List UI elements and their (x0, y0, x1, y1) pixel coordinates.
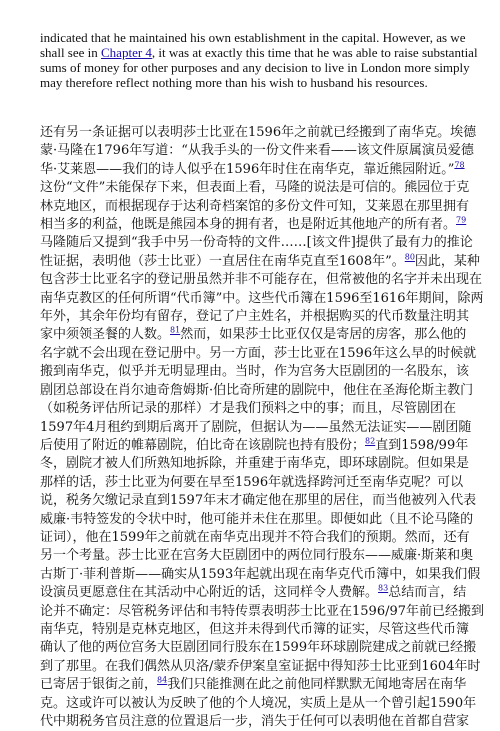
footnote-ref (157, 676, 167, 685)
chinese-line (40, 308, 470, 326)
footnote-ref (456, 216, 466, 225)
chinese-line-text: 设演员更愿意住在其活动中心附近的话，这同样令人费解。 (40, 585, 379, 601)
chinese-line-text: 家中须领圣餐的人数。 (40, 327, 171, 343)
chinese-line (40, 675, 467, 694)
chinese-line (40, 639, 477, 657)
chinese-line (40, 271, 483, 289)
footnote-link[interactable]: 78 (454, 160, 465, 170)
chinese-line-text: 古斯丁·菲利普斯——确实从1593年起就出现在南华克代币簿中，如果我们假 (40, 566, 481, 582)
footnote-link[interactable]: 81 (170, 326, 181, 336)
chinese-line-tail: 然而，如果莎士比亚仅仅是寄居的房客，那么他的 (180, 327, 467, 343)
chinese-line-text: 威廉·韦特签发的令状中时，他可能并未住在那里。即便如此（且不论马隆的 (40, 511, 474, 527)
chinese-line (40, 474, 464, 492)
footnote-link[interactable]: 79 (456, 215, 467, 225)
chinese-line (40, 252, 480, 271)
chinese-line-text: 代中期税务官员注意的位置退后一步，消失于任何可以表明他在首都自营家 (40, 714, 470, 729)
chinese-paragraph (40, 124, 485, 731)
chinese-line-text: 冬，剧院才被人们所熟知地拆除，并重建于南华克，即环球剧院。但如果是 (40, 456, 470, 472)
footnote-link[interactable]: 84 (157, 675, 168, 685)
english-text-before-link: indicated that he maintained his own establishment in the capital. However, as we shall see in (40, 30, 466, 60)
chinese-line (40, 566, 481, 584)
chinese-line-text: 马隆随后又提到“我手中另一份奇特的文件……[该文件]提供了最有力的推论 (40, 235, 473, 251)
chinese-line (40, 363, 470, 381)
chinese-line (40, 455, 470, 473)
chinese-line (40, 124, 477, 142)
chinese-line-text: 华·艾莱恩——我们的诗人似乎在1596年时住在南华克，靠近熊园附近。” (40, 161, 455, 177)
chinese-line (40, 142, 474, 160)
chinese-line-text: 包含莎士比亚名字的登记册虽然并非不可能存在，但常被他的名字并未出现在 (40, 272, 483, 288)
chinese-line-text: 年外，其余年份均有留存，登记了户主姓名，并根据购买的代币数量注明其 (40, 309, 470, 325)
chinese-line-text: 搬到南华克，似乎并无明显理由。当时，作为宫务大臣剧团的一名股东，该 (40, 364, 470, 380)
chinese-line-text: 已寄居于银街之前， (40, 677, 158, 693)
english-text-after-link: , it was at exactly this time that he was able to raise substantial sums of money for other purposes and any decision to live in London more simply may therefore reflect nothing more than his wish to husband his resources. (40, 45, 478, 90)
chinese-line-text: 证词），他在1599年之前就在南华克出现并不符合我们的预期。然而，还有 (40, 529, 470, 545)
chinese-line-text: 相当多的利益，他既是熊园本身的拥有者，也是附近其他地产的所有者。 (40, 217, 457, 233)
chinese-line (40, 400, 460, 418)
chinese-line (40, 382, 474, 400)
footnote-ref (405, 253, 415, 262)
chinese-line-text: 那样的话，莎士比亚为何要在早至1596年就选择跨河迁至南华克呢？可以 (40, 474, 464, 490)
chinese-line-text: 还有另一条证据可以表明莎士比亚在1596年之前就已经搬到了南华克。埃德 (40, 125, 477, 140)
chinese-line-text: 说，税务欠缴记录直到1597年末才确定他在那里的居住，而当他被列入代表 (40, 493, 477, 509)
chinese-line-text: 到了那里。在我们偶然从贝洛/蒙乔伊案皇室证据中得知莎士比亚到1604年时 (40, 658, 481, 674)
chinese-line (40, 621, 470, 639)
chinese-line-text: 后使用了附近的帷幕剧院，伯比奇在该剧院也持有股份； (40, 437, 366, 453)
chinese-line-text: 克。这或许可以被认为反映了他的个人境况，实质上是从一个曾引起1590年 (40, 695, 477, 711)
chinese-line (40, 492, 477, 510)
chinese-line (40, 419, 472, 437)
chinese-line-text: 蒙·马隆在1796年写道：“从我手头的一份文件来看——该文件原属演员爱德 (40, 143, 474, 159)
chinese-line-tail: 因此，某种 (414, 253, 480, 269)
chinese-line (40, 345, 477, 363)
footnote-link[interactable]: 80 (404, 252, 415, 262)
chinese-line-text: 另一个考量。莎士比亚在宫务大臣剧团中的两位同行股东——威廉·斯莱和奥 (40, 548, 474, 564)
chinese-line (40, 603, 485, 621)
chinese-line-tail: 总结而言，结 (388, 585, 467, 601)
footnote-ref (454, 160, 464, 169)
chinese-line-text: 南华克教区的任何所谓“代币簿”中。这些代币簿在1596至1616年期间，除两 (40, 290, 484, 306)
chinese-line-tail: 直到1598/99年 (375, 437, 469, 453)
chinese-line (40, 198, 470, 216)
chinese-line-text: 名字就不会出现在登记册中。另一方面，莎士比亚在1596年这么早的时候就 (40, 345, 477, 361)
chinese-line (40, 436, 469, 455)
footnote-ref (170, 326, 180, 335)
chinese-line-tail: 我们只能推测在此之前他同样默默无闻地寄居在南华 (167, 677, 467, 693)
chinese-line (40, 583, 467, 602)
chapter-4-link[interactable]: Chapter 4 (101, 45, 152, 60)
chinese-line-text: 这份“文件”未能保存下来，但表面上看，马隆的说法是可信的。熊园位于克 (40, 180, 470, 196)
chinese-line (40, 215, 467, 234)
chinese-line (40, 160, 465, 179)
chinese-line (40, 547, 474, 565)
chinese-line-text: 确认了他的两位宫务大臣剧团同行股东在1599年环球剧院建成之前就已经搬 (40, 640, 477, 656)
chinese-line (40, 326, 467, 344)
chinese-line-text: （如税务评估所记录的那样）才是我们预料之中的事；而且，尽管剧团在 (40, 401, 457, 417)
chinese-line (40, 179, 470, 197)
chinese-line-text: 1597年4月租约到期后离开了剧院，但据认为——虽然无法证实——剧团随 (40, 419, 472, 435)
footnote-ref (378, 584, 388, 593)
footnote-link[interactable]: 83 (378, 583, 389, 593)
chinese-line (40, 695, 477, 713)
english-paragraph (40, 30, 480, 90)
chinese-line-text: 论并不确定：尽管税务评估和韦特传票表明莎士比亚在1596/97年前已经搬到 (40, 603, 485, 619)
chinese-line (40, 511, 474, 529)
footnote-ref (365, 437, 375, 446)
chinese-line (40, 529, 470, 547)
chinese-line (40, 234, 473, 252)
chinese-line-text: 林克地区，而根据现存于达利奇档案馆的多份文件可知，艾莱恩在那里拥有 (40, 198, 470, 214)
chinese-line-text: 剧团总部设在肖尔迪奇詹姆斯·伯比奇所建的剧院中，他住在圣海伦斯主教门 (40, 382, 474, 398)
chinese-line-text: 性证据，表明他（莎士比亚）一直居住在南华克直至1608年”。 (40, 253, 405, 269)
chinese-line-text: 南华克，特别是克林克地区，但这并未得到代币簿的证实，尽管这些代币簿 (40, 621, 470, 637)
chinese-line (40, 658, 481, 676)
footnote-link[interactable]: 82 (365, 436, 376, 446)
chinese-line (40, 290, 484, 308)
chinese-line (40, 713, 470, 731)
